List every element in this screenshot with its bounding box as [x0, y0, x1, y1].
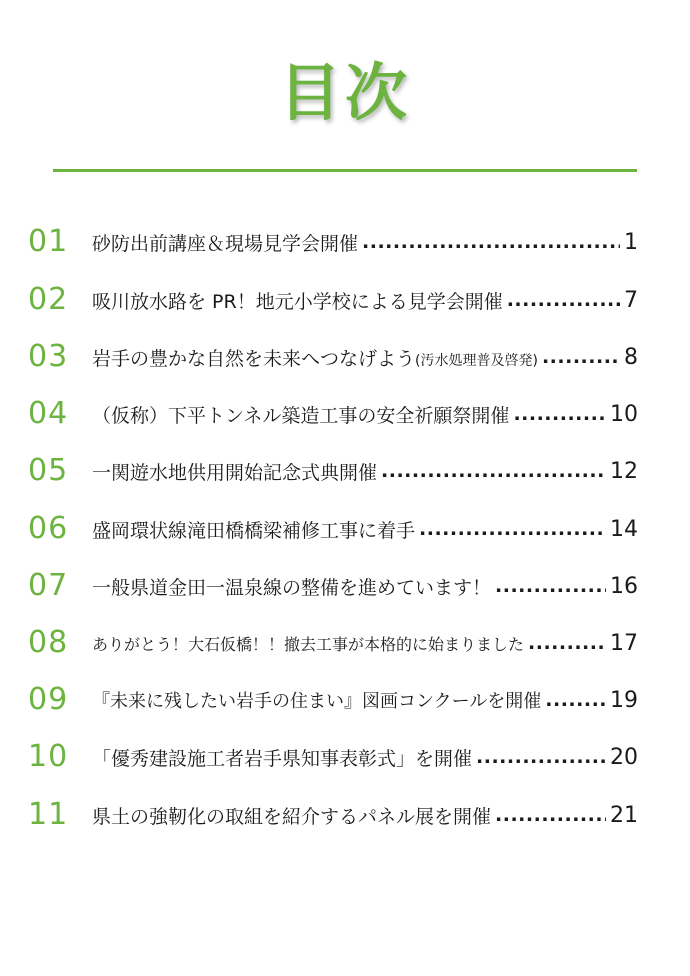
toc-entry[interactable] [28, 795, 638, 835]
toc-entry[interactable] [28, 623, 638, 663]
toc-number: 10 [28, 739, 69, 774]
toc-page-number: 10 [610, 401, 638, 427]
toc-number: 06 [28, 511, 69, 546]
toc-leader-dots [476, 746, 606, 768]
toc-page-number: 1 [624, 229, 638, 255]
toc-page-number: 17 [610, 630, 638, 656]
page-title: 目次 [278, 56, 411, 129]
toc-entry[interactable] [28, 566, 638, 606]
toc-number: 07 [28, 568, 69, 603]
toc-number: 02 [28, 282, 69, 317]
toc-entry[interactable] [28, 680, 638, 720]
toc-page-number: 7 [624, 287, 638, 313]
toc-leader-dots [381, 460, 606, 482]
toc-title: 吸川放水路を PR！地元小学校による見学会開催 [92, 290, 503, 313]
toc-leader-dots [495, 575, 606, 597]
toc-number: 05 [28, 453, 69, 488]
toc-entry[interactable] [28, 337, 638, 377]
toc-entry[interactable] [28, 280, 638, 320]
toc-number: 08 [28, 625, 69, 660]
toc-title: 『未来に残したい岩手の住まい』図画コンクールを開催 [92, 691, 542, 712]
toc-leader-dots [419, 518, 606, 540]
toc-leader-dots [545, 689, 606, 711]
toc-title: （仮称）下平トンネル築造工事の安全祈願祭開催 [92, 404, 510, 427]
toc-entry[interactable] [28, 737, 638, 777]
toc-title: 岩手の豊かな自然を未来へつなげよう(汚水処理普及啓発) [92, 347, 538, 370]
toc-title: 一般県道金田一温泉線の整備を進めています！ [92, 576, 492, 599]
toc-leader-dots [495, 804, 606, 826]
toc-page-number: 12 [610, 458, 638, 484]
toc-page-number: 16 [610, 573, 638, 599]
toc-leader-dots [362, 231, 620, 253]
toc-number: 01 [28, 224, 69, 259]
toc-entry[interactable] [28, 222, 638, 262]
toc-page-number: 20 [610, 744, 638, 770]
toc-title: 一関遊水地供用開始記念式典開催 [92, 461, 378, 484]
toc-number: 11 [28, 797, 69, 832]
toc-title: 砂防出前講座＆現場見学会開催 [92, 232, 359, 255]
toc-number: 09 [28, 682, 69, 717]
toc-leader-dots [507, 289, 620, 311]
toc-number: 04 [28, 396, 69, 431]
toc-entry[interactable] [28, 394, 638, 434]
toc-number: 03 [28, 339, 69, 374]
toc-title: ありがとう！大石仮橋！！撤去工事が本格的に始まりました [92, 634, 525, 654]
toc-leader-dots [513, 403, 606, 425]
toc-title: 県土の強靭化の取組を紹介するパネル展を開催 [92, 805, 492, 828]
title-divider [53, 169, 637, 172]
toc-leader-dots [542, 346, 620, 368]
toc-leader-dots [528, 632, 606, 654]
toc-entry[interactable] [28, 451, 638, 491]
toc-page-number: 21 [610, 802, 638, 828]
toc-page-number: 14 [610, 516, 638, 542]
toc-entry[interactable] [28, 509, 638, 549]
toc-title: 盛岡環状線滝田橋橋梁補修工事に着手 [92, 519, 416, 542]
toc-page-number: 8 [624, 344, 638, 370]
toc-title: 「優秀建設施工者岩手県知事表彰式」を開催 [92, 747, 473, 770]
toc-page-number: 19 [610, 687, 638, 713]
